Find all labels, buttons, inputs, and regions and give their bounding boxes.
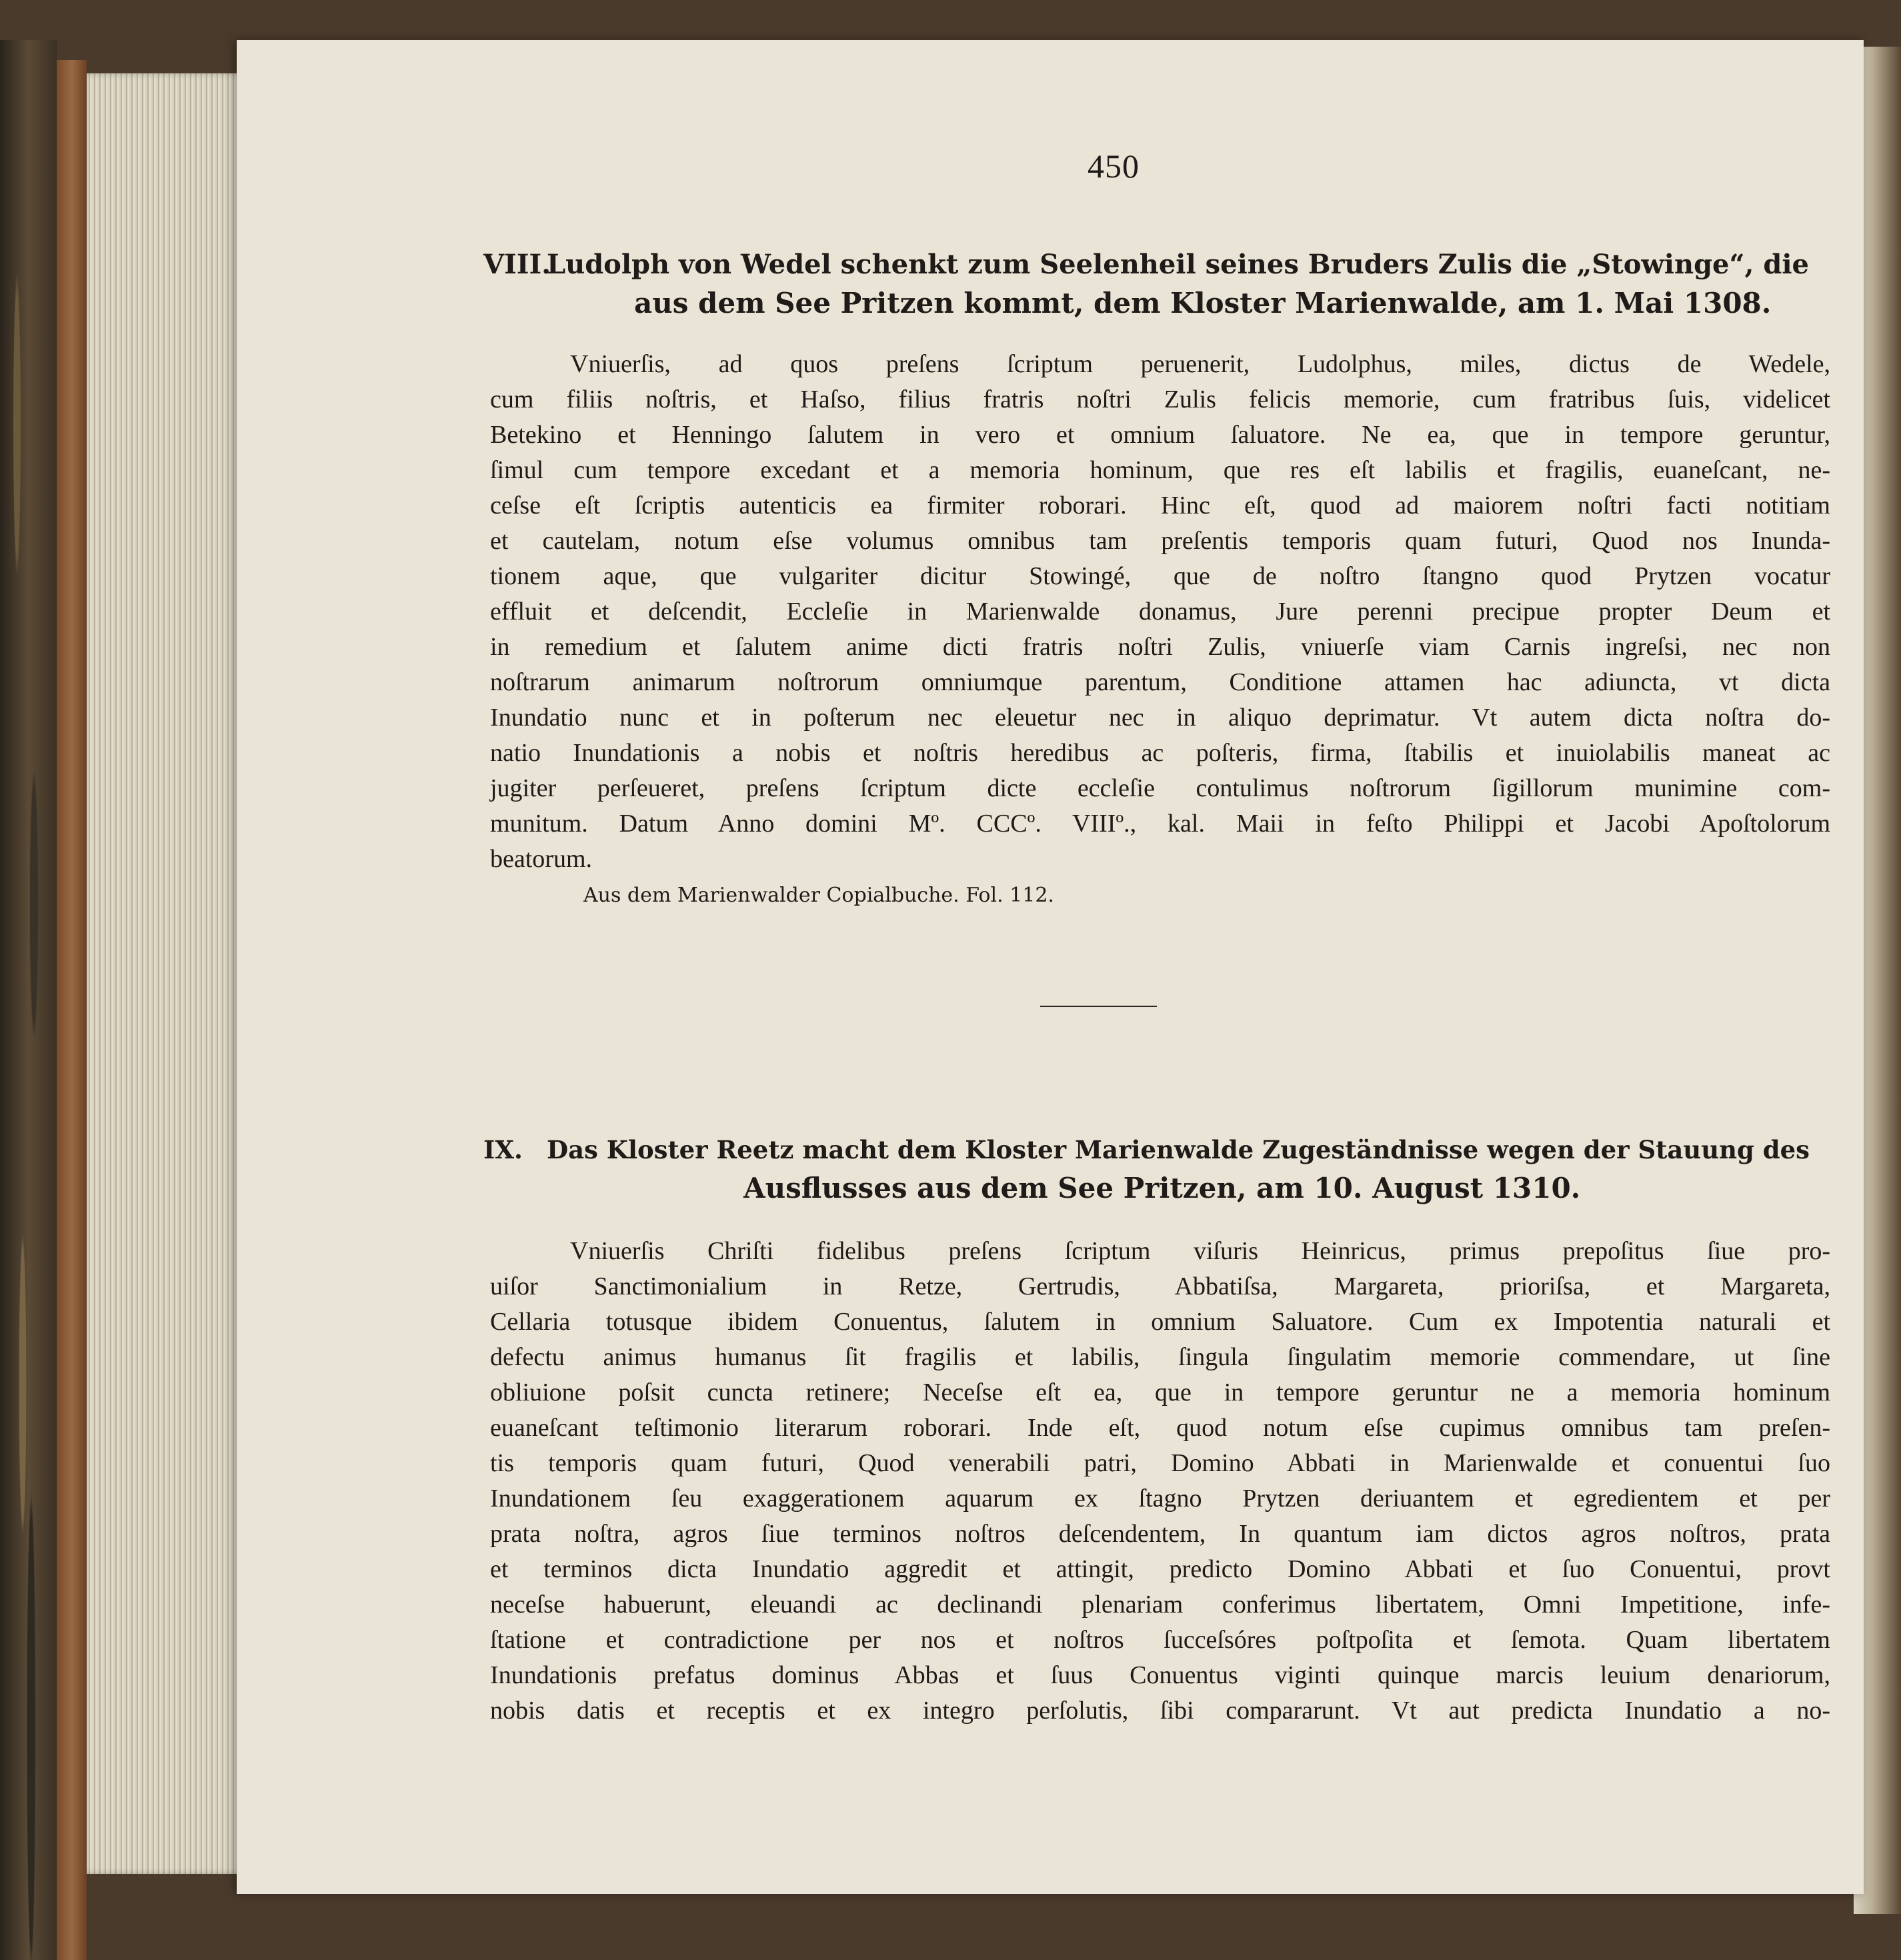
charter-9-line: nobis datis et receptis et ex integro perſolutis, ſibi compararunt. Vt aut predicta Inundatio a no- — [490, 1697, 1830, 1725]
charter-9-line: obliuione poſsit cuncta retinere; Neceſse eſt ea, que in tempore geruntur ne a memoria hominum — [490, 1378, 1830, 1406]
charter-8-source: Aus dem Marienwalder Copialbuche. Fol. 112. — [583, 884, 1054, 907]
page-stack-edge — [87, 73, 257, 1874]
book-cover-marbled — [0, 40, 57, 1960]
charter-8-text — [490, 347, 1830, 877]
charter-8-line: natio Inundationis a nobis et noſtris heredibus ac poſteris, firma, ſtabilis et inuiolabilis maneat ac — [490, 739, 1830, 767]
charter-9-line: euaneſcant teſtimonio literarum roborari. Inde eſt, quod notum eſse cupimus omnibus tam preſen- — [490, 1414, 1830, 1442]
charter-8-line: Inundatio nunc et in poſterum nec eleuetur nec in aliquo deprimatur. Vt autem dicta noſtra do- — [490, 704, 1830, 732]
charter-9-heading — [483, 1130, 1810, 1169]
charter-9-text — [490, 1234, 1830, 1729]
book-page — [237, 40, 1864, 1894]
charter-9-line: ſtatione et contradictione per nos et noſtros ſucceſsóres poſtpoſita et ſemota. Quam libertatem — [490, 1626, 1830, 1654]
charter-8-heading-line-1: Ludolph von Wedel schenkt zum Seelenheil seines Bruders Zulis die „Stowinge“, die — [547, 249, 1809, 280]
charter-8-heading-line-2: aus dem See Pritzen kommt, dem Kloster Marienwalde, am 1. Mai 1308. — [634, 287, 1772, 319]
section-divider — [1040, 1006, 1157, 1007]
charter-8-line: ſimul cum tempore excedant et a memoria hominum, que res eſt labilis et fragilis, euaneſcant, ne- — [490, 456, 1830, 484]
charter-8-line: Vniuerſis, ad quos preſens ſcriptum peruenerit, Ludolphus, miles, dictus de Wedele, — [570, 350, 1830, 378]
charter-8-number: VIII. — [483, 249, 551, 280]
charter-9-line: Inundationis prefatus dominus Abbas et ſuus Conuentus viginti quinque marcis leuium denariorum, — [490, 1661, 1830, 1689]
book-spine-band — [57, 60, 87, 1960]
charter-9-line: defectu animus humanus ſit fragilis et labilis, ſingula ſingulatim memorie commendare, ut ſine — [490, 1343, 1830, 1371]
charter-8-line: effluit et deſcendit, Eccleſie in Marienwalde donamus, Jure perenni precipue propter Deum et — [490, 598, 1830, 626]
charter-9-line: tis temporis quam futuri, Quod venerabili patri, Domino Abbati in Marienwalde et conuentui ſuo — [490, 1449, 1830, 1477]
charter-8-line: cum filiis noſtris, et Haſso, filius fratris noſtri Zulis felicis memorie, cum fratribus ſuis, videlicet — [490, 385, 1830, 413]
charter-8-line: tionem aque, que vulgariter dicitur Stowingé, que de noſtro ſtangno quod Prytzen vocatur — [490, 562, 1830, 590]
charter-9-line: prata noſtra, agros ſiue terminos noſtros deſcendentem, In quantum iam dictos agros noſtros, prata — [490, 1520, 1830, 1548]
charter-9-heading-line-1: Das Kloster Reetz macht dem Kloster Marienwalde Zugeständnisse wegen der Stauung des — [547, 1135, 1810, 1164]
charter-8-line: Betekino et Henningo ſalutem in vero et omnium ſaluatore. Ne ea, que in tempore geruntur, — [490, 421, 1830, 449]
charter-8-line: in remedium et ſalutem anime dicti fratris noſtri Zulis, vniuerſe viam Carnis ingreſsi, nec non — [490, 633, 1830, 661]
charter-8-line: ceſse eſt ſcriptis autenticis ea firmiter roborari. Hinc eſt, quod ad maiorem noſtri facti notitiam — [490, 492, 1830, 520]
charter-9-line: Vniuerſis Chriſti fidelibus preſens ſcriptum viſuris Heinricus, primus prepoſitus ſiue pro- — [570, 1237, 1830, 1265]
charter-9-number: IX. — [483, 1135, 523, 1164]
charter-9-line: et terminos dicta Inundatio aggredit et attingit, predicto Domino Abbati et ſuo Conuentui, provt — [490, 1555, 1830, 1583]
charter-8-line: beatorum. — [490, 845, 593, 873]
charter-9-heading-line-2: Ausflusses aus dem See Pritzen, am 10. August 1310. — [743, 1172, 1581, 1204]
charter-8-line: munitum. Datum Anno domini Mº. CCCº. VIIIº., kal. Maii in feſto Philippi et Jacobi Apoſtolorum — [490, 810, 1830, 838]
charter-8-line: jugiter perſeueret, preſens ſcriptum dicte eccleſie contulimus noſtrorum ſigillorum munimine com- — [490, 774, 1830, 802]
page-number: 450 — [1088, 147, 1140, 185]
charter-9-line: Inundationem ſeu exaggerationem aquarum ex ſtagno Prytzen deriuantem et egredientem et per — [490, 1485, 1830, 1513]
charter-8-line: noſtrarum animarum noſtrorum omniumque parentum, Conditione attamen hac adiuncta, vt dicta — [490, 668, 1830, 696]
charter-9-line: neceſse habuerunt, eleuandi ac declinandi plenariam conferimus libertatem, Omni Impetitione, infe- — [490, 1591, 1830, 1619]
charter-9-line: Cellaria totusque ibidem Conuentus, ſalutem in omnium Saluatore. Cum ex Impotentia naturali et — [490, 1308, 1830, 1336]
charter-9-line: uiſor Sanctimonialium in Retze, Gertrudis, Abbatiſsa, Margareta, prioriſsa, et Margareta, — [490, 1272, 1830, 1300]
charter-8-line: et cautelam, notum eſse volumus omnibus tam preſentis temporis quam futuri, Quod nos Inunda- — [490, 527, 1830, 555]
charter-8-heading — [483, 245, 1809, 284]
